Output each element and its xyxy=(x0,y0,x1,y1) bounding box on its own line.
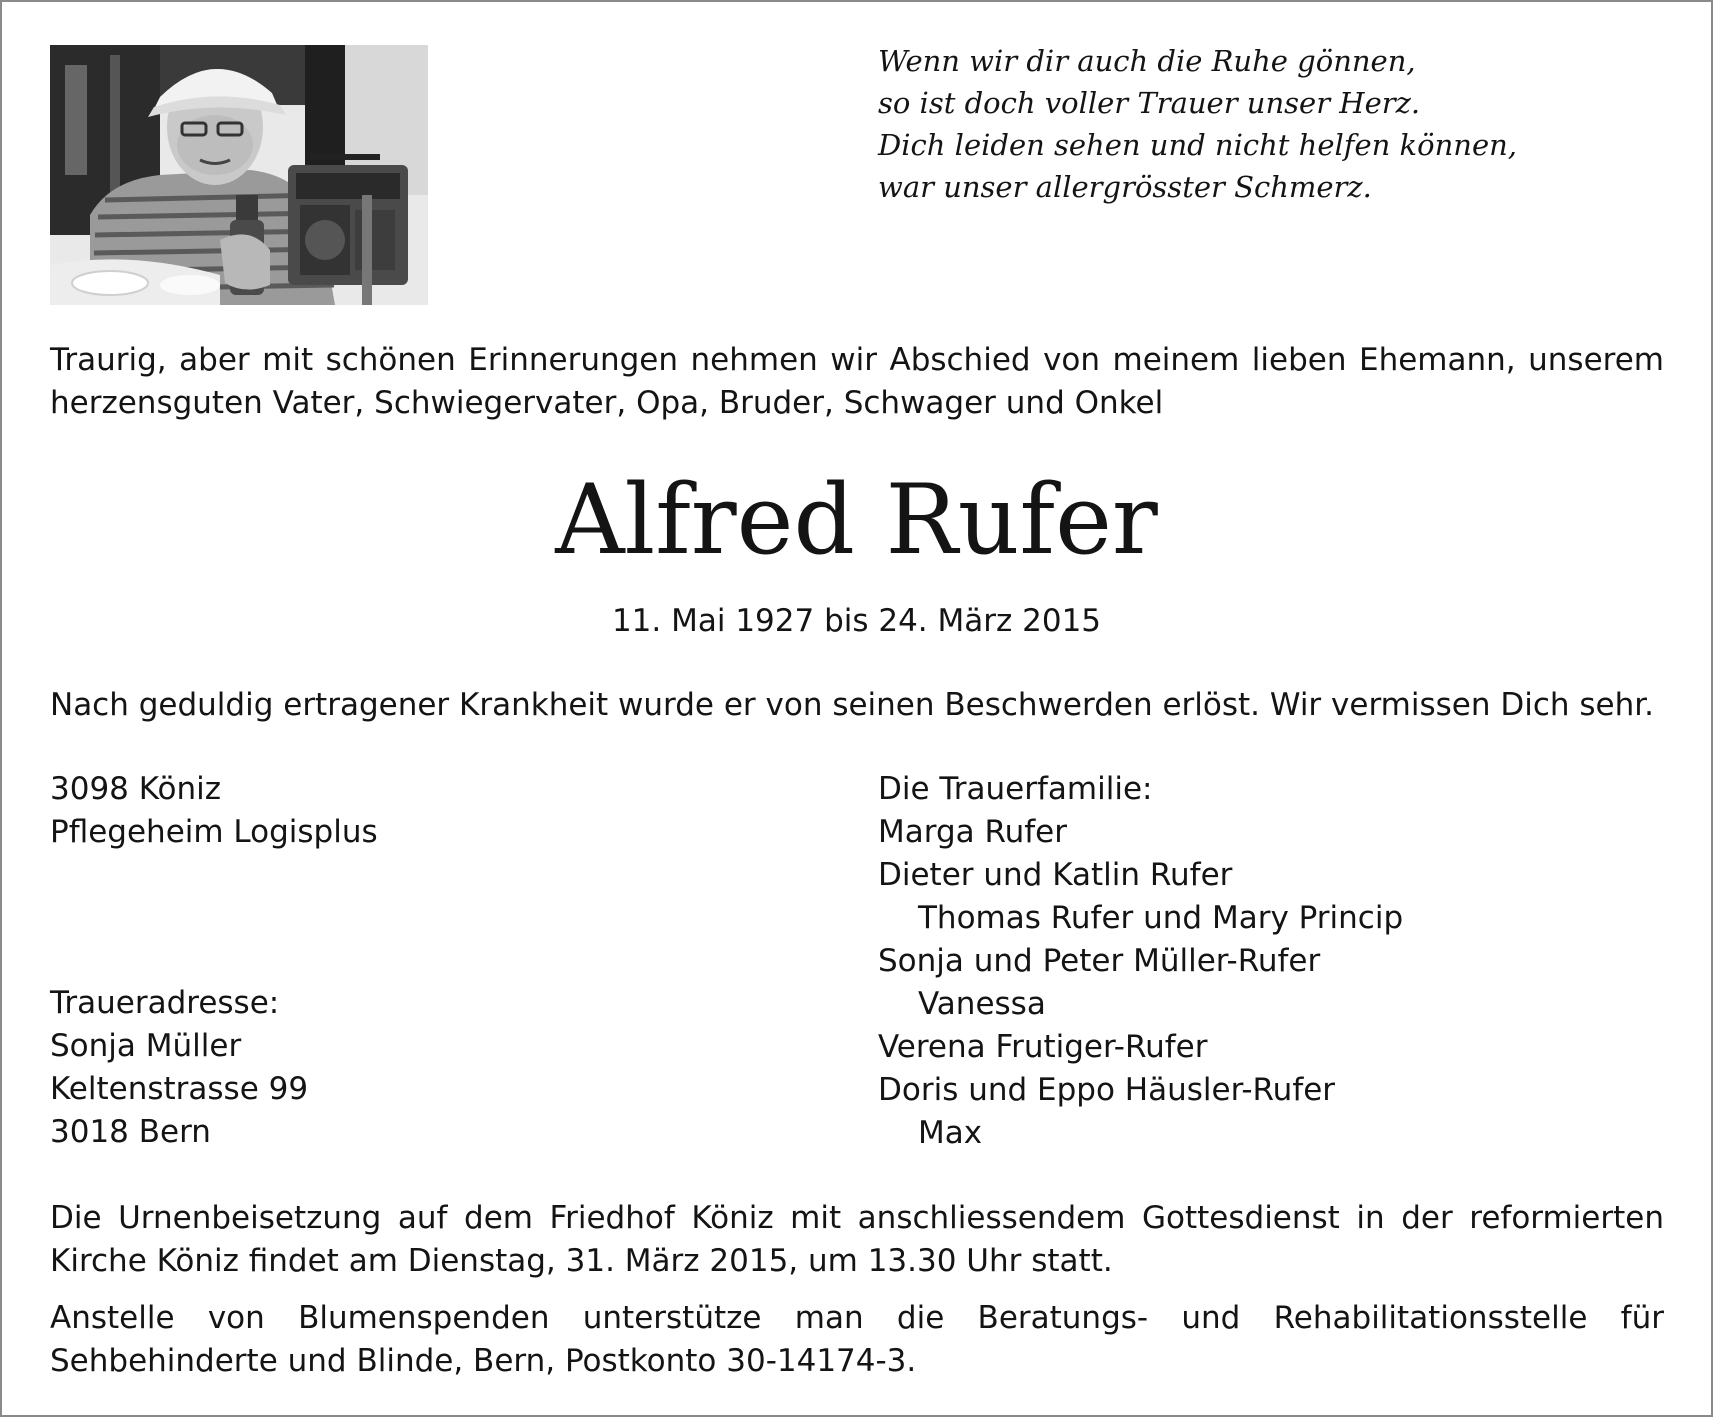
donation-info: Anstelle von Blumenspenden unterstütze man die Beratungs- und Rehabilitationsstelle für Sehbehinderte und Blinde, Bern, Postkonto 30-14174-3. xyxy=(50,1300,1664,1379)
family-heading: Die Trauerfamilie: xyxy=(878,771,1153,807)
deceased-name: Alfred Rufer xyxy=(555,464,1158,576)
mourning-address-block xyxy=(50,982,308,1154)
residence-line: Pflegeheim Logisplus xyxy=(50,814,378,850)
portrait-photo xyxy=(50,45,428,305)
family-member: Max xyxy=(918,1115,983,1151)
family-member: Marga Rufer xyxy=(878,814,1067,850)
mourning-address-street: Keltenstrasse 99 xyxy=(50,1071,309,1107)
memorial-poem: Wenn wir dir auch die Ruhe gönnen, so ist doch voller Trauer unser Herz. Dich leiden sehen und nicht helfen können, war unser allergrösster Schmerz. xyxy=(878,44,1518,204)
portrait-image xyxy=(50,45,428,305)
intro-text: Traurig, aber mit schönen Erinnerungen nehmen wir Abschied von meinem lieben Ehemann, unserem herzensguten Vater, Schwiegervater, Opa, Bruder, Schwager und Onkel xyxy=(50,342,1664,421)
family-member: Dieter und Katlin Rufer xyxy=(878,857,1233,893)
mourning-address-city: 3018 Bern xyxy=(50,1114,211,1150)
family-member: Thomas Rufer und Mary Princip xyxy=(918,900,1404,936)
farewell-message: Nach geduldig ertragener Krankheit wurde er von seinen Beschwerden erlöst. Wir vermissen Dich sehr. xyxy=(50,687,1654,723)
residence-line: 3098 Köniz xyxy=(50,771,222,807)
mourning-family-list xyxy=(878,768,1403,1155)
funeral-info: Die Urnenbeisetzung auf dem Friedhof Köniz mit anschliessendem Gottesdienst in der reformierten Kirche Köniz findet am Dienstag, 31. März 2015, um 13.30 Uhr statt. xyxy=(50,1200,1664,1279)
life-dates: 11. Mai 1927 bis 24. März 2015 xyxy=(611,603,1102,639)
family-member: Sonja und Peter Müller-Rufer xyxy=(878,943,1321,979)
family-member: Vanessa xyxy=(918,986,1046,1022)
residence-block xyxy=(50,768,378,854)
family-member: Doris und Eppo Häusler-Rufer xyxy=(878,1072,1336,1108)
mourning-address-name: Sonja Müller xyxy=(50,1028,242,1064)
family-member: Verena Frutiger-Rufer xyxy=(878,1029,1208,1065)
mourning-address-label: Traueradresse: xyxy=(50,985,280,1021)
